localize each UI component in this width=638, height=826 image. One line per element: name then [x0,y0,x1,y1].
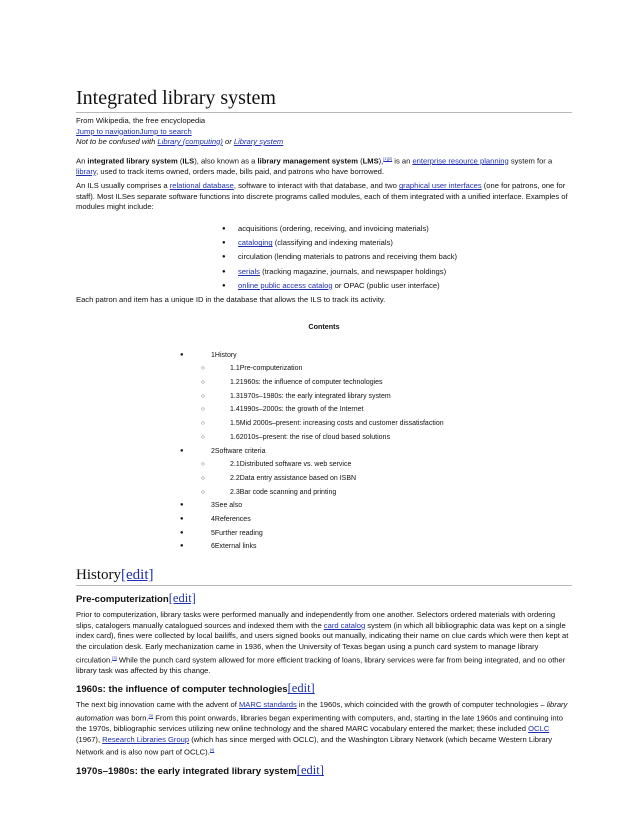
pre-computerization-paragraph [76,610,572,676]
oclc-link[interactable]: OCLC [528,723,550,733]
text: (which has since merged with OCLC), and the Washington Library Network (which became Western Library Network and is also now part of OCLC). [76,734,553,757]
section-title: 1970s–1980s: the early integrated library system [76,766,297,778]
relational-database-link[interactable]: relational database [169,181,234,191]
italic-term: library automation [76,700,568,723]
list-item-text: acquisitions (ordering, receiving, and invoicing materials) [238,224,429,233]
text: The next big innovation came with the advent of [76,700,239,710]
list-item [222,279,572,293]
toc-item-text: 5Further reading [211,529,263,537]
edit-1960s-link[interactable]: [edit] [287,681,315,696]
text: From this point onwards, libraries began experimenting with computers, and, starting in the late 1960s and continuing into the 1970s, bibliographic services utilizing new online technology and the shared MARC vocabulary entered the market; these included [76,713,563,733]
text: ( [357,156,363,166]
after-modules-paragraph: Each patron and item has a unique ID in the database that allows the ILS to track its activity. [76,295,386,305]
section-title: History [76,567,121,584]
text: Prior to computerization, library tasks were performed manually and independently from one another. Selectors ordered materials with ordering slips, catalogers manually catalogued sources and indexed them with the [76,610,556,630]
toc-item[interactable] [76,499,572,513]
text: ), also known as a [194,156,258,166]
bold-term: LMS [362,156,379,166]
toc-item-text: 1History [211,351,237,359]
toc-item-text: 1.21960s: the influence of computer technologies [230,379,383,387]
toc-item[interactable] [76,472,572,486]
list-item [222,250,572,264]
edit-1970s-link[interactable]: [edit] [296,763,324,778]
text: , used to track items owned, orders made, bills paid, and patrons who have borrowed. [96,166,384,176]
toc-item[interactable] [76,390,572,404]
citation-link[interactable]: [1][2] [383,155,393,161]
list-item-text: circulation (lending materials to patrons and receiving them back) [238,252,458,262]
serials-link[interactable]: serials [238,266,260,276]
text: , software to interact with that database, and two [233,181,399,191]
toc-item-text: 2.2Data entry assistance based on ISBN [230,474,357,482]
page-title: Integrated library system [76,86,572,113]
toc-item[interactable] [76,376,572,390]
online-public-access-catalog-link[interactable]: online public access catalog [238,280,333,290]
toc-item[interactable] [76,431,572,445]
citation-link[interactable]: [3] [112,654,117,660]
text: An ILS usually comprises a [76,181,170,191]
text: ), [378,156,384,166]
citation-link[interactable]: [3] [148,712,154,718]
research-libraries-group-link[interactable]: Research Libraries Group [102,734,190,744]
1960s-heading [76,681,572,697]
citation-link[interactable]: [4] [209,747,215,753]
text: ( [177,156,183,166]
library-system-link[interactable]: Library system [233,137,284,146]
toc-item[interactable] [76,349,572,363]
list-item-text: or OPAC (public user interface) [332,280,440,290]
modules-list [76,222,572,293]
hatnote [76,137,572,148]
list-item-text: (classifying and indexing materials) [272,238,393,248]
text: While the punch card system allowed for more efficient tracking of loans, library services were far from being integrated, and no other library task was affected by this change. [76,655,566,675]
text: (one for patrons, one for staff). Most ILSes separate software functions into discrete programs called modules, each of them integrated with a unified interface. Examples of modules might include: [76,181,568,212]
toc-item-text: 6External links [211,543,257,551]
toc-item-text: 1.5Mid 2000s–present: increasing costs and customer dissatisfaction [230,420,444,428]
hatnote-text: Not to be confused with [76,137,158,146]
1960s-paragraph [76,700,572,758]
toc-item[interactable] [76,458,572,472]
table-of-contents [76,349,572,555]
text: (1967), [76,734,103,744]
toc-item[interactable] [76,445,572,459]
history-heading [76,566,572,586]
intro-paragraph-2 [76,181,572,213]
1970s-heading [76,763,572,779]
graphical-user-interfaces-link[interactable]: graphical user interfaces [398,181,482,191]
jump-links [76,127,572,138]
card-catalog-link[interactable]: card catalog [323,620,366,630]
toc-item[interactable] [76,486,572,500]
toc-item-text: 1.62010s–present: the rise of cloud based solutions [230,433,390,441]
pre-computerization-heading [76,591,572,607]
hatnote-or: or [222,137,234,146]
toc-item-text: 1.1Pre-computerization [230,365,303,373]
text: system (in which all bibliographic data was kept on a single index card), fines were collected by local bailiffs, and users signed books out manually, indicating their name on clue cards which were then kept at the circulation desk. Early mechanization came in 1936, when the University of Texas began using a punch card system to manage library circulation. [76,620,569,665]
toc-item[interactable] [76,513,572,527]
text: was born. [113,713,149,723]
toc-item-text: 2.1Distributed software vs. web service [230,461,352,469]
edit-pre-computerization-link[interactable]: [edit] [168,591,196,606]
library-link[interactable]: library [76,166,97,176]
marc-standards-link[interactable]: MARC standards [238,700,297,710]
edit-history-link[interactable]: [edit] [121,567,154,584]
toc-item[interactable] [76,540,572,554]
toc-item[interactable] [76,362,572,376]
list-item-text: (tracking magazine, journals, and newspaper holdings) [259,266,447,276]
bold-term: library management system [257,156,358,166]
bold-term: integrated library system [87,156,178,166]
text: system for a [508,156,553,166]
enterprise-resource-planning-link[interactable]: enterprise resource planning [412,156,509,166]
text: An [76,156,88,166]
jump-to-navigation-link[interactable]: Jump to navigation [76,126,140,136]
toc-item[interactable] [76,417,572,431]
section-title: Pre-computerization [76,594,169,606]
toc-item-text: 2Software criteria [211,447,266,455]
bold-term: ILS [182,156,195,166]
intro-paragraph-1 [76,154,572,178]
toc-item[interactable] [76,527,572,541]
toc-item-text: 1.41990s–2000s: the growth of the Internet [230,406,364,414]
library-computing-link[interactable]: Library (computing) [157,137,223,146]
jump-to-search-link[interactable]: Jump to search [139,126,192,136]
list-item [222,236,572,250]
toc-item-text: 1.31970s–1980s: the early integrated library system [230,392,391,400]
toc-item-text: 2.3Bar code scanning and printing [230,488,337,496]
section-title: 1960s: the influence of computer technologies [76,684,288,696]
toc-heading: Contents [308,321,340,331]
toc-item-text: 3See also [211,502,243,510]
list-item [222,265,572,279]
text: in the 1960s, which coincided with the growth of computer technologies – [296,700,547,710]
toc-item-text: 4References [211,516,251,524]
cataloging-link[interactable]: cataloging [238,238,273,248]
list-item [222,222,572,236]
tagline: From Wikipedia, the free encyclopedia [76,116,206,125]
text: is an [392,156,413,166]
toc-item[interactable] [76,403,572,417]
